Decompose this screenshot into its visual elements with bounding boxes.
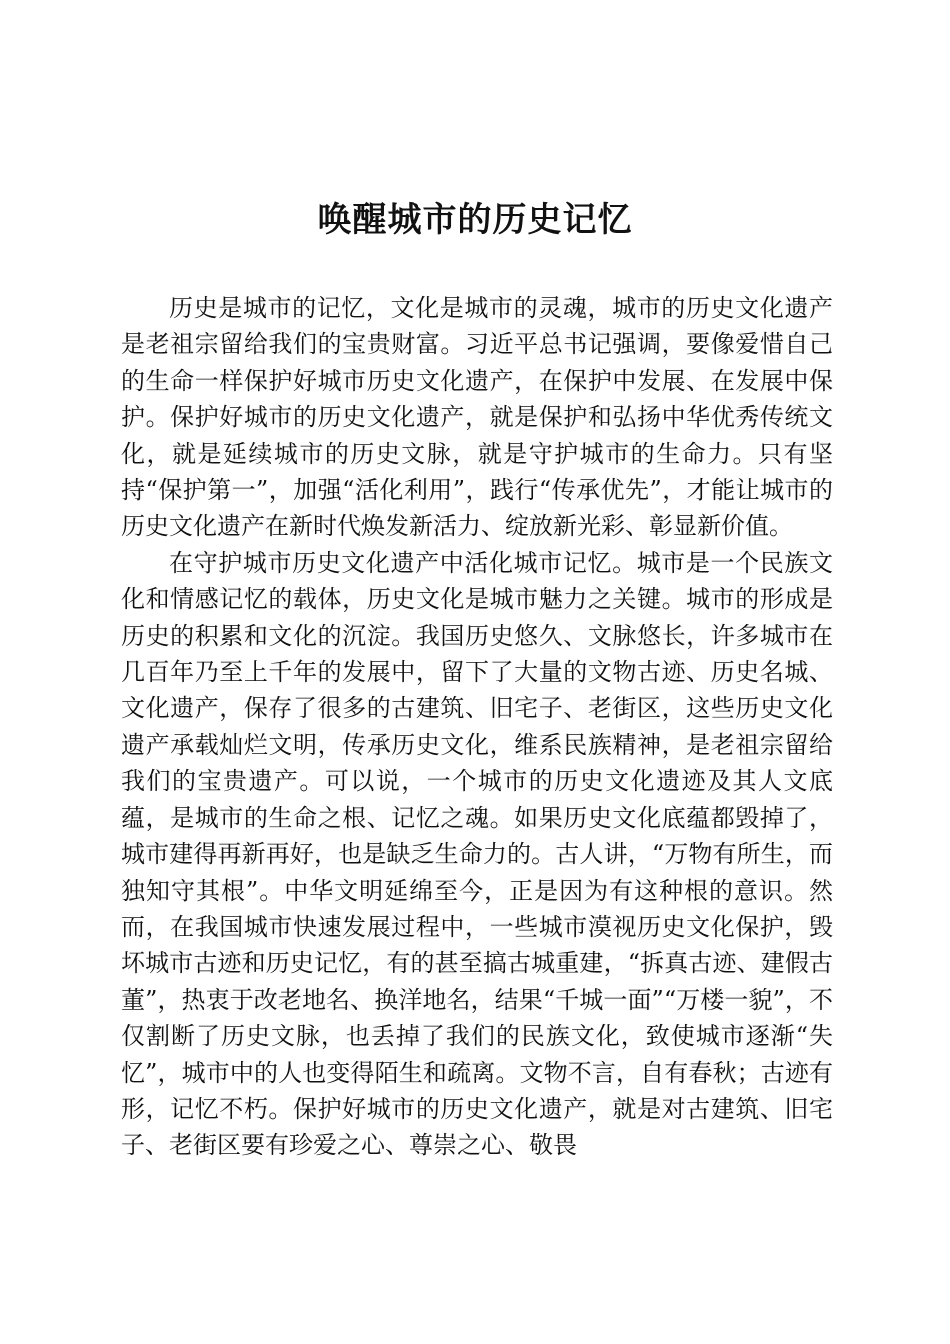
paragraph-1: 历史是城市的记忆，文化是城市的灵魂，城市的历史文化遗产是老祖宗留给我们的宝贵财富。习近平总书记强调，要像爱惜自己的生命一样保护好城市历史文化遗产，在保护中发展、在发展中保护。保护好城市的历史文化遗产，就是保护和弘扬中华优秀传统文化，就是延续城市的历史文脉，就是守护城市的生命力。只有坚持“保护第一”，加强“活化利用”，践行“传承优先”，才能让城市的历史文化遗产在新时代焕发新活力、绽放新光彩、彰显新价值。	[121, 294, 833, 541]
page-title: 唤醒城市的历史记忆	[317, 200, 633, 240]
paragraph-2: 在守护城市历史文化遗产中活化城市记忆。城市是一个民族文化和情感记忆的载体，历史文化是城市魅力之关键。城市的形成是历史的积累和文化的沉淀。我国历史悠久、文脉悠长，许多城市在几百年乃至上千年的发展中，留下了大量的文物古迹、历史名城、文化遗产，保存了很多的古建筑、旧宅子、老街区，这些历史文化遗产承载灿烂文明，传承历史文化，维系民族精神，是老祖宗留给我们的宝贵遗产。可以说，一个城市的历史文化遗迹及其人文底蕴，是城市的生命之根、记忆之魂。如果历史文化底蕴都毁掉了，城市建得再新再好，也是缺乏生命力的。古人讲，“万物有所生，而独知守其根”。中华文明延绵至今，正是因为有这种根的意识。然而，在我国城市快速发展过程中，一些城市漠视历史文化保护，毁坏城市古迹和历史记忆，有的甚至搞古城重建，“拆真古迹、建假古董”，热衷于改老地名、换洋地名，结果“千城一面”“万楼一貌”，不仅割断了历史文脉，也丢掉了我们的民族文化，致使城市逐渐“失忆”，城市中的人也变得陌生和疏离。文物不言，自有春秋；古迹有形，记忆不朽。保护好城市的历史文化遗产，就是对古建筑、旧宅子、老街区要有珍爱之心、尊崇之心、敬畏	[121, 548, 833, 1160]
article-body	[121, 290, 833, 1164]
